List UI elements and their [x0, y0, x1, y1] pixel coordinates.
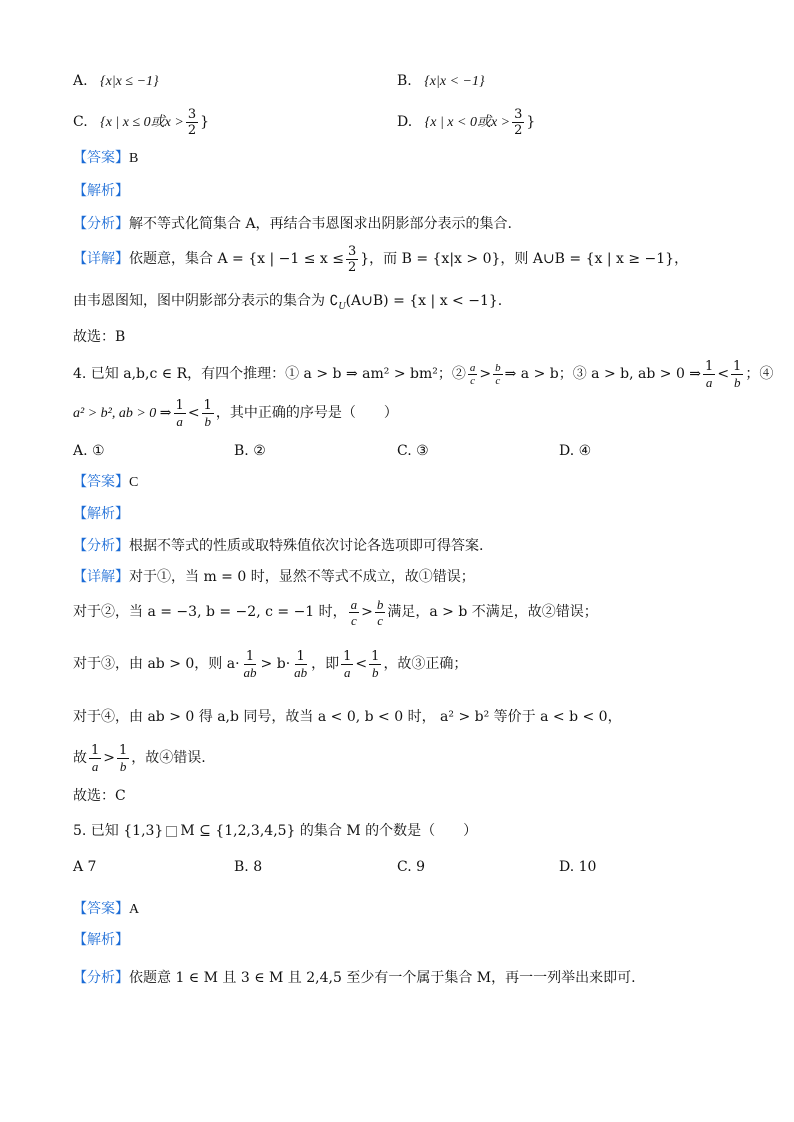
fenxi-tag: 【分析】 [73, 538, 129, 554]
numerator: 1 [175, 397, 184, 413]
option-a-label: A. [73, 73, 88, 89]
numerator: 1 [705, 358, 714, 374]
denominator: c [470, 374, 476, 387]
fraction [512, 107, 524, 138]
q5-analysis-tag-line [73, 930, 129, 950]
fenxi-line [73, 214, 512, 234]
numerator: 1 [343, 648, 352, 664]
fenxi-text: 根据不等式的性质或取特殊值依次讨论各选项即可得答案. [129, 538, 484, 554]
option-c-label: C. [73, 114, 88, 130]
numerator: 1 [733, 358, 742, 374]
operator: > [103, 750, 116, 766]
fenxi-text: 依题意 1 ∈ M 且 3 ∈ M 且 2,4,5 至少有一个属于集合 M，再一一列举出来即可. [129, 970, 636, 986]
option-b [397, 71, 485, 92]
fraction [346, 244, 358, 275]
numerator: 1 [371, 648, 380, 664]
fraction [468, 362, 478, 387]
denominator: b [119, 758, 127, 774]
option-c-math: {x | x ≤ 0或x > [100, 115, 184, 130]
q4-stem-text-4: a² > b², ab > 0 ⇒ [73, 406, 172, 421]
q4-xiangjie-line [73, 567, 475, 587]
numerator: 1 [203, 397, 212, 413]
q4-stem-line-2 [73, 396, 398, 431]
fraction [89, 743, 101, 774]
xiangjie-text-2: }，而 B = {x|x > 0}，则 A∪B = {x | x ≥ −1}， [360, 251, 689, 267]
denominator: c [377, 612, 384, 628]
fraction [341, 649, 353, 680]
fraction [349, 597, 360, 628]
detail-text-3: ，即 [311, 656, 340, 672]
fraction [375, 597, 386, 628]
answer-value: A [129, 902, 140, 917]
operator: < [355, 656, 368, 672]
numerator: b [495, 361, 501, 374]
denominator: 2 [347, 259, 357, 275]
numerator: 1 [119, 742, 128, 758]
q5-option-b: B. 8 [234, 859, 263, 875]
option-d-label: D. [397, 114, 413, 130]
option-a-math: {x|x ≤ −1} [100, 74, 159, 89]
fenxi-tag: 【分析】 [73, 970, 129, 986]
denominator: 2 [514, 122, 523, 138]
operator: > [361, 604, 373, 620]
venn-line [73, 291, 502, 317]
numerator: b [376, 596, 384, 612]
denominator: a [705, 374, 713, 390]
denominator: c [495, 374, 501, 387]
denominator: a [344, 664, 351, 680]
fenxi-tag: 【分析】 [73, 216, 129, 232]
missing-symbol-box [166, 826, 177, 837]
answer-tag: 【答案】 [73, 901, 129, 917]
q4-stem-text-5: ，其中正确的序号是（ ） [215, 405, 398, 421]
q4-answer-line [73, 472, 138, 493]
option-b-label: B. [397, 73, 412, 89]
operator: < [187, 405, 200, 421]
q4-detail-3 [73, 647, 467, 681]
answer-value: B [129, 151, 139, 166]
q4-detail-5 [73, 741, 206, 775]
q5-option-d: D. 10 [559, 859, 597, 875]
q4-fenxi-line [73, 536, 483, 556]
q5-option-c: C. 9 [397, 859, 426, 875]
detail-text-2: 满足，a > b 不满足，故②错误； [387, 604, 598, 620]
q5-answer-line [73, 899, 139, 920]
option-a [73, 71, 159, 92]
q5-stem-text: 5. 已知 {1,3} [73, 823, 164, 839]
q4-stem-line-1 [73, 357, 773, 391]
answer-tag: 【答案】 [73, 150, 129, 166]
fraction [202, 398, 214, 429]
q4-option-a: A. ① [73, 443, 105, 459]
fraction [493, 362, 503, 387]
q5-stem [73, 821, 477, 841]
q4-stem-text-2: ⇒ a > b；③ a > b, ab > 0 ⇒ [504, 366, 702, 382]
choice-line [73, 327, 125, 347]
q5-fenxi-line [73, 968, 636, 988]
brace: } [200, 114, 210, 130]
choice-text: 故选：C [73, 788, 126, 804]
q5-stem-text-2: M ⊆ {1,2,3,4,5} 的集合 M 的个数是（ ） [180, 823, 478, 839]
q4-analysis-tag-line [73, 504, 129, 524]
detail-text-4: ，故③正确； [383, 656, 468, 672]
answer-tag: 【答案】 [73, 474, 129, 490]
fraction [731, 359, 743, 390]
q4-stem-text: 4. 已知 a,b,c ∈ R，有四个推理：① a > b ⇒ am² > bm²；② [73, 366, 466, 382]
numerator: 1 [245, 648, 255, 664]
analysis-tag: 【解析】 [73, 932, 129, 948]
detail-text: 对于④，由 ab > 0 得 a,b 同号，故当 a < 0, b < 0 时， a² > b² 等价于 a < b < 0， [73, 709, 622, 725]
detail-text: 对于③，由 ab > 0，则 a· [73, 656, 240, 672]
numerator: 3 [514, 106, 523, 122]
q4-choice-line [73, 786, 126, 806]
venn-text-2: (A∪B) = {x | x < −1}. [345, 293, 503, 309]
denominator: 2 [187, 122, 197, 138]
option-c [73, 105, 209, 140]
numerator: 3 [347, 243, 357, 259]
fraction [174, 398, 186, 429]
xiangjie-line [73, 242, 688, 276]
denominator: c [351, 612, 357, 628]
denominator: ab [294, 664, 308, 680]
venn-text: 由韦恩图知，图中阴影部分表示的集合为 ∁ [73, 293, 339, 309]
q4-detail-2 [73, 595, 598, 629]
operator: > [479, 366, 492, 382]
option-d-math: {x | x < 0或x > [424, 115, 511, 130]
q4-option-d: D. ④ [559, 443, 592, 459]
fraction [369, 649, 381, 680]
answer-value: C [129, 475, 139, 490]
analysis-tag: 【解析】 [73, 183, 129, 199]
subscript: U [338, 300, 346, 312]
analysis-tag: 【解析】 [73, 506, 129, 522]
fraction [186, 107, 198, 138]
detail-text-2: > b· [260, 656, 291, 672]
fraction [292, 649, 309, 680]
denominator: a [91, 758, 99, 774]
denominator: b [372, 664, 379, 680]
fraction [703, 359, 715, 390]
numerator: 1 [296, 648, 305, 664]
q4-detail-4 [73, 707, 622, 727]
denominator: ab [243, 664, 257, 680]
q4-option-b: B. ② [234, 443, 266, 459]
xiangjie-tag: 【详解】 [73, 569, 129, 585]
denominator: a [176, 413, 183, 429]
numerator: a [350, 596, 358, 612]
option-b-math: {x|x < −1} [424, 74, 485, 89]
xiangjie-text: 对于①，当 m = 0 时，显然不等式不成立，故①错误； [129, 569, 475, 585]
fraction [117, 743, 129, 774]
numerator: a [469, 361, 476, 374]
denominator: b [204, 413, 211, 429]
detail-text: 故 [73, 750, 87, 766]
denominator: b [733, 374, 741, 390]
fraction [242, 649, 259, 680]
fenxi-text: 解不等式化简集合 A，再结合韦恩图求出阴影部分表示的集合. [129, 216, 513, 232]
q5-option-a: A 7 [73, 859, 97, 875]
analysis-tag-line [73, 181, 129, 201]
operator: < [717, 366, 730, 382]
brace: } [526, 114, 536, 130]
detail-text: 对于②，当 a = −3, b = −2, c = −1 时， [73, 604, 347, 620]
choice-text: 故选：B [73, 329, 126, 345]
xiangjie-tag: 【详解】 [73, 251, 129, 267]
xiangjie-text: 依题意，集合 A = {x | −1 ≤ x ≤ [129, 251, 344, 267]
q4-option-c: C. ③ [397, 443, 429, 459]
numerator: 1 [91, 742, 100, 758]
q4-stem-text-3: ；④ [745, 366, 774, 382]
detail-text-2: ，故④错误. [131, 750, 206, 766]
option-d [397, 105, 535, 140]
answer-line [73, 148, 138, 169]
numerator: 3 [187, 106, 197, 122]
